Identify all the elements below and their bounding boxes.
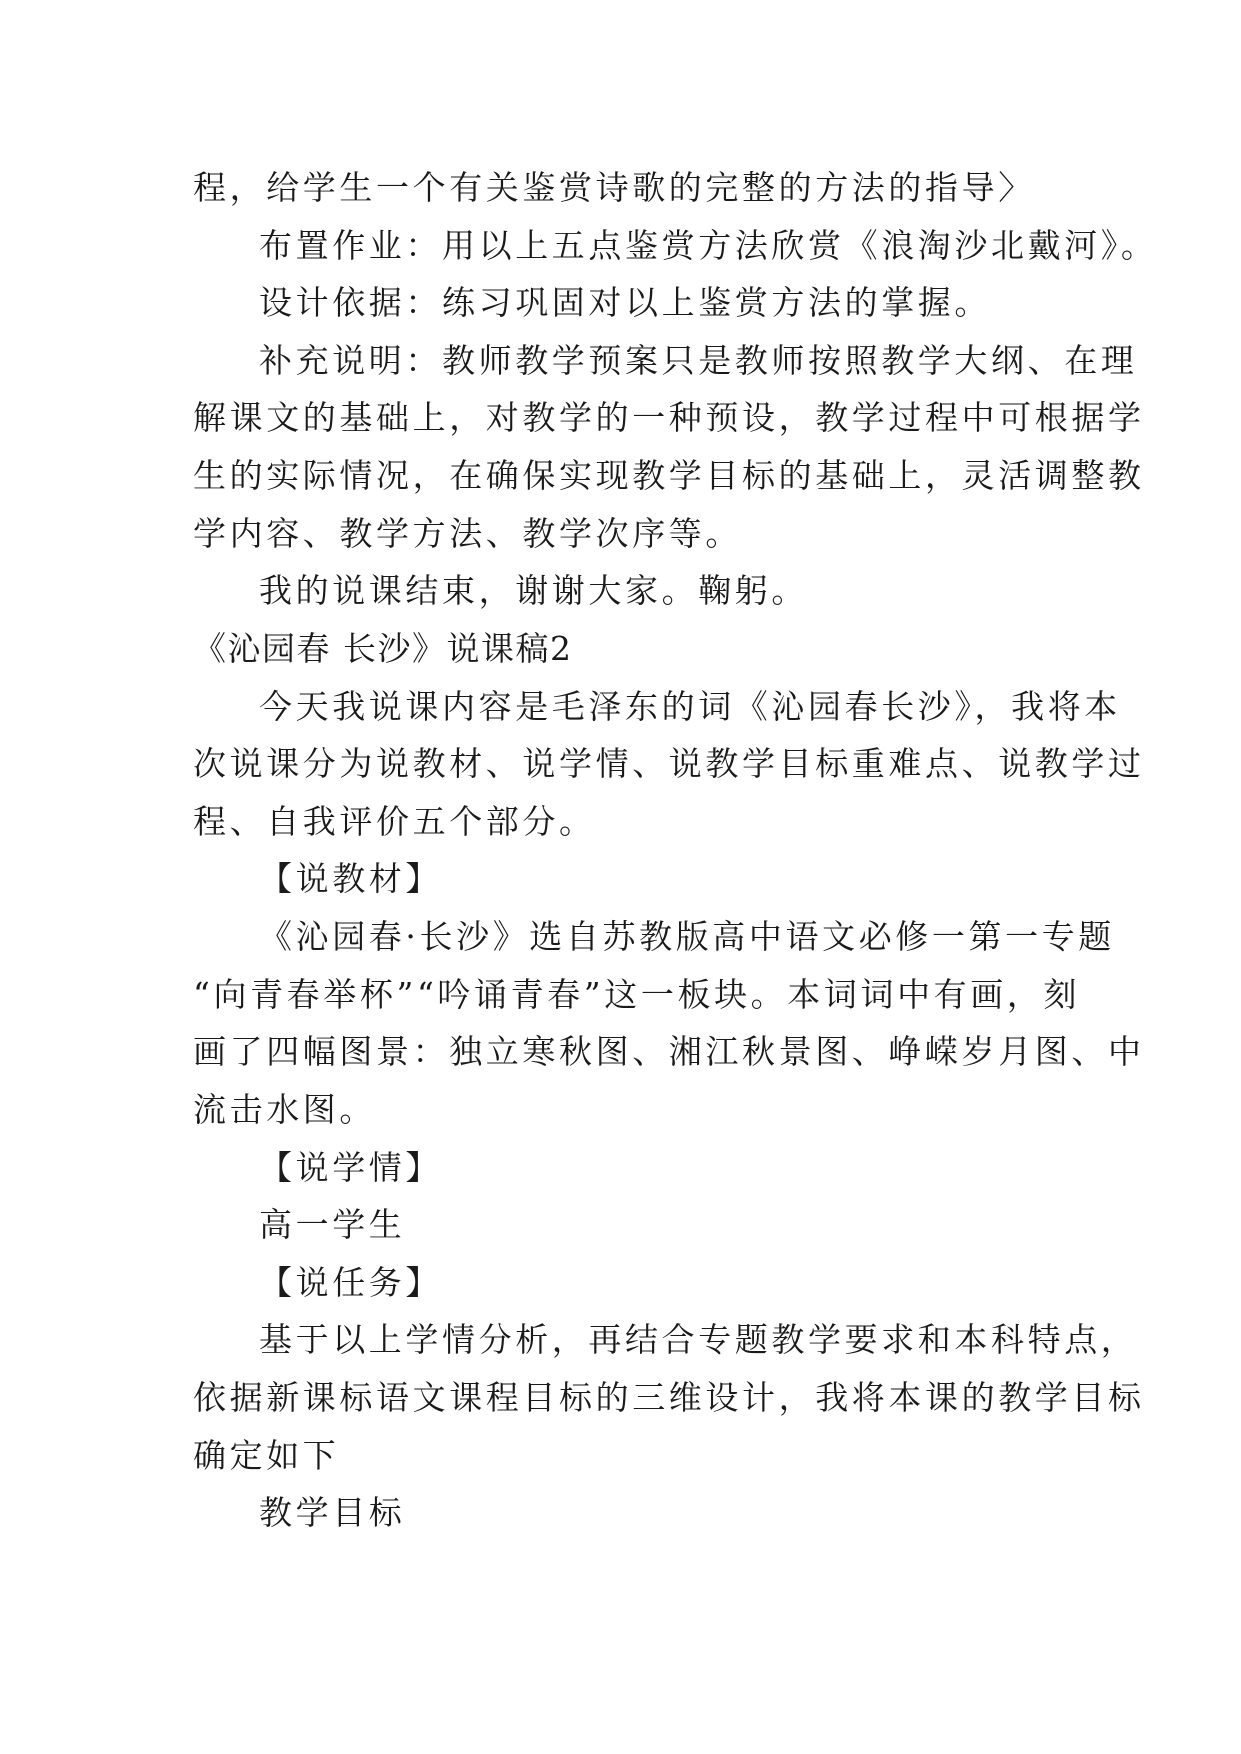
paragraph-line: 设计依据：练习巩固对以上鉴赏方法的掌握。 [259, 283, 991, 322]
paragraph-line: 教学目标 [259, 1493, 406, 1532]
paragraph-line: “向青春举杯”“吟诵青春”这一板块。本词词中有画，刻 [193, 975, 1081, 1014]
paragraph-line: 学内容、教学方法、教学次序等。 [193, 514, 742, 553]
paragraph-line: 程、自我评价五个部分。 [193, 802, 596, 841]
paragraph-line: 流击水图。 [193, 1090, 376, 1129]
paragraph-line: 画了四幅图景：独立寒秋图、湘江秋景图、峥嵘岁月图、中 [193, 1032, 1145, 1071]
paragraph-line: 依据新课标语文课程目标的三维设计，我将本课的教学目标 [193, 1378, 1145, 1417]
paragraph-line: 生的实际情况，在确保实现教学目标的基础上，灵活调整教 [193, 456, 1145, 495]
paragraph-line: 次说课分为说教材、说学情、说教学目标重难点、说教学过 [193, 744, 1145, 783]
paragraph-line: 高一学生 [259, 1205, 406, 1244]
paragraph-line: 我的说课结束，谢谢大家。鞠躬。 [259, 571, 808, 610]
paragraph-line: 《沁园春·长沙》选自苏教版高中语文必修一第一专题 [259, 917, 1115, 956]
subheading: 【说任务】 [259, 1263, 442, 1302]
paragraph-line: 程，给学生一个有关鉴赏诗歌的完整的方法的指导〉 [193, 168, 1035, 207]
paragraph-line: 解课文的基础上，对教学的一种预设，教学过程中可根据学 [193, 398, 1145, 437]
subheading: 【说学情】 [259, 1148, 442, 1187]
subheading: 【说教材】 [259, 859, 442, 898]
paragraph-line: 今天我说课内容是毛泽东的词《沁园春长沙》，我将本 [259, 687, 1121, 726]
section-title: 《沁园春 长沙》说课稿2 [193, 629, 573, 668]
paragraph-line: 补充说明：教师教学预案只是教师按照教学大纲、在理 [259, 341, 1138, 380]
paragraph-line: 基于以上学情分析，再结合专题教学要求和本科特点， [259, 1320, 1138, 1359]
paragraph-line: 确定如下 [193, 1436, 340, 1475]
paragraph-line: 布置作业：用以上五点鉴赏方法欣赏《浪淘沙北戴河》。 [259, 226, 1158, 265]
